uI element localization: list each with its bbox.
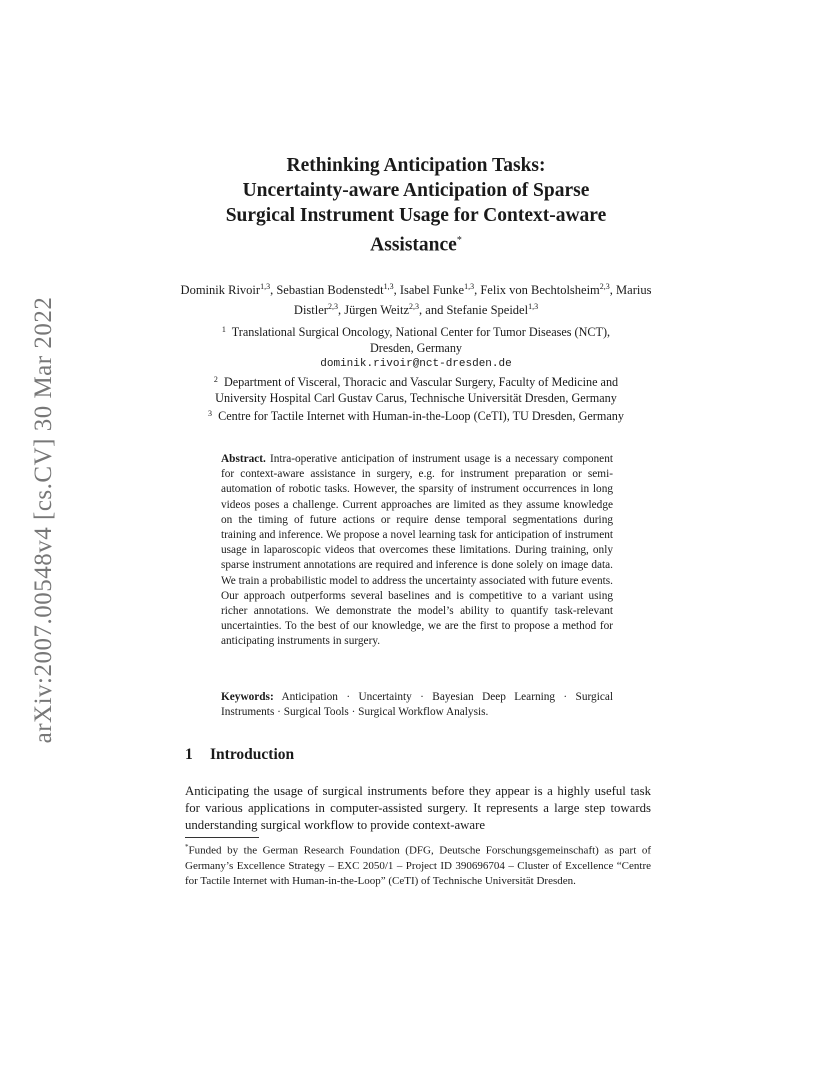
author-affiliation-mark: 1,3 xyxy=(383,282,394,291)
author xyxy=(480,283,616,297)
footnote-mark: * xyxy=(185,843,189,851)
author-name: Isabel Funke xyxy=(399,283,465,298)
author-affiliation-mark: 2,3 xyxy=(599,282,610,291)
keywords xyxy=(221,690,613,720)
abstract-label: Abstract. xyxy=(221,453,266,465)
affiliation-text: Centre for Tactile Internet with Human-in-the-Loop (CeTI), TU Dresden, Germany xyxy=(218,409,624,423)
contact-email[interactable]: dominik.rivoir@nct-dresden.de xyxy=(320,358,512,370)
author-separator: , xyxy=(609,283,617,298)
affiliation-line xyxy=(150,322,682,340)
abstract xyxy=(221,452,613,650)
title-line: Surgical Instrument Usage for Context-aware xyxy=(225,205,607,226)
title-line xyxy=(150,228,682,258)
affiliation-3 xyxy=(150,406,682,424)
author-separator: , xyxy=(474,283,481,298)
author xyxy=(181,283,277,297)
footnote-divider xyxy=(185,837,259,838)
keywords-text: Anticipation · Uncertainty · Bayesian Deep Learning · Surgical Instruments · Surgical Tools · Surgical Workflow Analysis. xyxy=(221,691,613,719)
author xyxy=(344,303,446,317)
author-name: Jürgen Weitz xyxy=(344,302,410,317)
author-separator: , xyxy=(337,302,345,317)
author xyxy=(400,283,480,297)
footnote xyxy=(185,840,651,890)
author-separator: , xyxy=(393,283,400,298)
abstract-text: Intra-operative anticipation of instrument usage is a necessary component for context-aware assistance in surgery, e.g. for instrument preparation or semi-automation of robotic tasks. However, the sparsity of instrument occurrences in long videos poses a challenge. Current approaches are limited as they assume knowledge on the timing of future actions or require dense temporal segmentations during training and inference. We propose a novel learning task for anticipation of instrument usage in laparoscopic videos that overcomes these limitations. During training, only sparse instrument annotations are required and inference is done solely on image data. We train a probabilistic model to address the uncertainty associated with future events. Our approach outperforms several baselines and is competitive to a variant using richer annotations. We demonstrate the model’s ability to quantify task-relevant uncertainties. To the best of our knowledge, we are the first to propose a method for anticipating instruments in surgery. xyxy=(221,453,613,648)
author-affiliation-mark: 2,3 xyxy=(327,301,338,311)
keywords-label: Keywords: xyxy=(221,691,274,703)
affiliation-number: 1 xyxy=(221,325,226,334)
affiliation-text: Department of Visceral, Thoracic and Vascular Surgery, Faculty of Medicine and xyxy=(223,375,619,389)
author-affiliation-mark: 1,3 xyxy=(260,282,271,291)
intro-paragraph: Anticipating the usage of surgical instruments before they appear is a highly useful task for various applications in computer-assisted surgery. It represents a large step towards understanding surgical workflow to provide context-aware xyxy=(185,784,651,832)
affiliation-line xyxy=(150,406,682,424)
author-affiliation-mark: 1,3 xyxy=(464,282,475,291)
paper-title xyxy=(150,153,682,258)
section-number: 1 xyxy=(185,746,193,763)
author xyxy=(446,303,538,317)
author-separator: , xyxy=(270,283,277,298)
title-line-end: Assistance xyxy=(370,234,457,256)
title-line: Uncertainty-aware Anticipation of Sparse xyxy=(242,180,590,201)
title-footnote-mark: * xyxy=(456,235,462,246)
author-affiliation-mark: 1,3 xyxy=(528,301,539,311)
section-heading xyxy=(185,746,294,764)
affiliations xyxy=(150,322,682,424)
author-separator: , and xyxy=(419,302,447,317)
author-name: Sebastian Bodenstedt xyxy=(276,283,384,298)
author-affiliation-mark: 2,3 xyxy=(409,301,420,311)
affiliation-number: 2 xyxy=(213,375,218,384)
footnote-text: Funded by the German Research Foundation (DFG, Deutsche Forschungsgemeinschaft) as part of Germany’s Excellence Strategy – EXC 2050/1 – Project ID 390696704 – Cluster of Excellence “Centre for Tactile Internet with Human-in-the-Loop” (CeTI) of Technische Universität Dresden. xyxy=(185,844,651,888)
author-list xyxy=(160,279,672,318)
affiliation-text: Translational Surgical Oncology, National Center for Tumor Diseases (NCT), xyxy=(231,325,611,339)
affiliation-line: University Hospital Carl Gustav Carus, Technische Universität Dresden, Germany xyxy=(215,391,617,405)
author-name: Felix von Bechtolsheim xyxy=(480,283,600,298)
affiliation-line xyxy=(150,372,682,390)
author-name: Dominik Rivoir xyxy=(180,283,261,298)
affiliation-line: Dresden, Germany xyxy=(369,341,463,355)
affiliation-number: 3 xyxy=(208,409,213,418)
affiliation-1 xyxy=(150,322,682,372)
author xyxy=(276,283,400,297)
author-name: Stefanie Speidel xyxy=(446,302,529,317)
author-name: Marius Distler xyxy=(293,283,652,317)
section-title: Introduction xyxy=(210,746,295,763)
title-line: Rethinking Anticipation Tasks: xyxy=(286,155,546,176)
arxiv-identifier: arXiv:2007.00548v4 [cs.CV] 30 Mar 2022 xyxy=(30,296,57,744)
affiliation-2 xyxy=(150,372,682,406)
